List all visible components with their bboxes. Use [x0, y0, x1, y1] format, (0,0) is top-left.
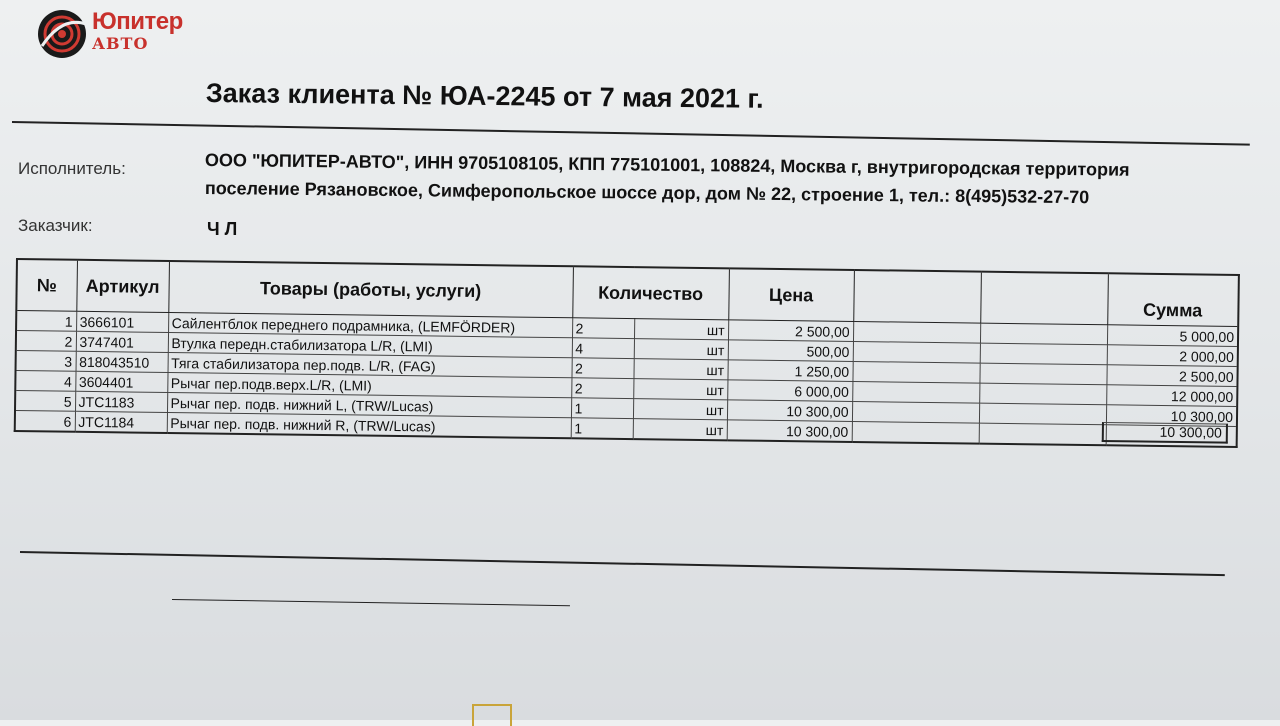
- row-sum: 2 000,00: [1107, 345, 1238, 367]
- header-empty-2: [980, 272, 1108, 325]
- row-unit: шт: [634, 339, 728, 360]
- header-empty-1: [853, 270, 981, 323]
- header-num: №: [16, 259, 77, 311]
- row-article: JTC1184: [75, 411, 167, 433]
- row-price: 10 300,00: [727, 400, 852, 422]
- row-num: 5: [15, 391, 75, 412]
- header-price: Цена: [728, 268, 854, 321]
- logo-swirl-icon: [36, 6, 90, 60]
- signature-line-short: [172, 599, 570, 606]
- document-title: Заказ клиента № ЮА-2245 от 7 мая 2021 г.: [205, 78, 764, 114]
- row-qty: 1: [571, 398, 633, 419]
- row-empty-2: [979, 383, 1106, 405]
- row-price: 500,00: [728, 340, 853, 362]
- row-price: 6 000,00: [727, 380, 852, 402]
- row-name: Сайлентблок переднего подрамника, (LEMFÖRDER): [168, 312, 572, 337]
- row-num: 3: [16, 351, 76, 372]
- row-name: Втулка передн.стабилизатора L/R, (LMI): [168, 332, 572, 357]
- row-empty-1: [852, 421, 979, 443]
- row-empty-1: [852, 381, 979, 403]
- row-price: 2 500,00: [728, 320, 853, 342]
- row-sum: 12 000,00: [1106, 385, 1237, 407]
- row-unit: шт: [633, 399, 727, 420]
- row-empty-1: [853, 341, 980, 363]
- row-empty-2: [979, 363, 1106, 385]
- signature-line-long: [20, 551, 1225, 576]
- customer-value: Ч Л: [207, 219, 238, 239]
- row-qty: 2: [572, 318, 634, 339]
- row-unit: шт: [633, 359, 727, 380]
- row-unit: шт: [633, 379, 727, 400]
- row-name: Рычаг пер. подв. нижний R, (TRW/Lucas): [167, 412, 571, 438]
- row-price: 10 300,00: [727, 420, 852, 442]
- logo-text-bottom: АВТО: [92, 34, 149, 53]
- row-article: 3666101: [76, 311, 168, 332]
- company-logo: [36, 6, 206, 62]
- row-name: Рычаг пер.подв.верх.L/R, (LMI): [167, 372, 571, 397]
- extra-sum-cell: 10 300,00: [1102, 422, 1228, 444]
- header-article: Артикул: [76, 260, 169, 313]
- executor-label: Исполнитель:: [18, 159, 126, 178]
- row-empty-1: [852, 401, 979, 423]
- row-num: 4: [15, 371, 75, 392]
- header-sum: Сумма: [1107, 273, 1239, 326]
- executor-line-1: ООО "ЮПИТЕР-АВТО", ИНН 9705108105, КПП 775101001, 108824, Москва г, внутригородская территория: [204, 150, 1130, 180]
- header-goods: Товары (работы, услуги): [168, 261, 573, 318]
- row-sum: 5 000,00: [1107, 325, 1238, 347]
- row-empty-2: [979, 403, 1106, 425]
- row-qty: 1: [571, 418, 633, 439]
- row-article: 3604401: [75, 371, 167, 392]
- order-table: [14, 258, 1238, 448]
- row-article: 3747401: [76, 331, 168, 352]
- title-divider: [12, 121, 1250, 146]
- row-article: JTC1183: [75, 391, 167, 412]
- row-num: 2: [16, 331, 76, 352]
- row-empty-1: [853, 321, 980, 343]
- executor-line-2: поселение Рязановское, Симферопольское шоссе дор, дом № 22, строение 1, тел.: 8(495)532-27-70: [204, 178, 1090, 208]
- row-name: Тяга стабилизатора пер.подв. L/R, (FAG): [168, 352, 572, 377]
- row-empty-2: [979, 423, 1106, 445]
- row-qty: 2: [571, 378, 633, 399]
- bottom-marker-box: [472, 704, 512, 726]
- row-empty-2: [980, 323, 1107, 345]
- row-sum: 2 500,00: [1106, 365, 1237, 387]
- customer-label: Заказчик:: [18, 216, 93, 235]
- row-qty: 2: [571, 358, 633, 379]
- row-sum: 10 300,00: [1106, 405, 1237, 427]
- row-qty: 4: [572, 338, 634, 359]
- row-unit: шт: [634, 319, 728, 340]
- row-empty-2: [980, 343, 1107, 365]
- row-num: 6: [15, 411, 75, 432]
- row-num: 1: [16, 311, 76, 332]
- row-unit: шт: [633, 419, 727, 441]
- row-empty-1: [852, 361, 979, 383]
- row-price: 1 250,00: [727, 360, 852, 382]
- row-name: Рычаг пер. подв. нижний L, (TRW/Lucas): [167, 392, 571, 417]
- header-qty: Количество: [572, 266, 729, 320]
- row-article: 818043510: [76, 351, 168, 372]
- logo-text-top: Юпитер: [92, 8, 183, 35]
